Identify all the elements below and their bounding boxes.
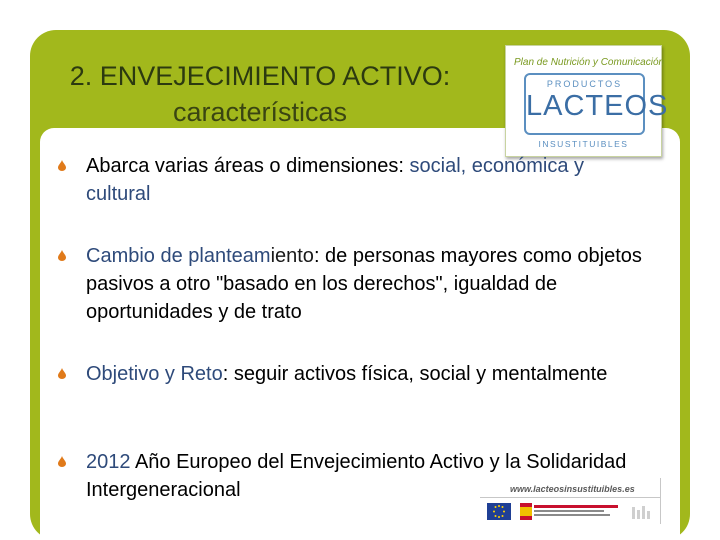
gobierno-espana-logo-icon [520, 503, 620, 520]
bullet-text-segment: 2012 [86, 451, 131, 473]
footer-divider [480, 497, 660, 498]
feder-logo-icon [630, 505, 654, 521]
bullet-text-segment: Objetivo y Reto [86, 363, 223, 385]
bullet-text-segment: iento [270, 245, 314, 267]
logo-lacteos-text: LACTEOS [526, 90, 669, 122]
title-line-1: 2. ENVEJECIMIENTO ACTIVO: [69, 61, 451, 91]
bullet-text [86, 448, 646, 504]
bullet-text-segment: Cambio de planteam [86, 245, 271, 267]
logo-plan-text: Plan de Nutrición y Comunicación [514, 57, 665, 68]
bullet-text [86, 360, 646, 388]
footer-url[interactable]: www.lacteosinsustituibles.es [510, 484, 635, 494]
logo-productos-text: PRODUCTOS [546, 79, 623, 89]
logo-insustituibles-text: INSUSTITUIBLES [538, 139, 629, 149]
bullet-text-segment: Abarca varias áreas o dimensiones: [86, 155, 410, 177]
productos-lacteos-logo [505, 45, 669, 157]
bullet-drop-icon [58, 368, 66, 379]
title-line-2: características [172, 97, 348, 127]
bullet-text [86, 242, 646, 326]
bullet-text-segment: social, económica y cultural [86, 155, 585, 205]
logo-box [524, 73, 669, 135]
bullet-drop-icon [58, 456, 66, 467]
bullet-drop-icon [58, 250, 66, 261]
bullet-text [86, 152, 646, 208]
slide-title [60, 58, 460, 130]
bullet-text-segment: : seguir activos física, social y mentalmente [222, 363, 608, 385]
footer-vertical-divider [660, 478, 661, 524]
eu-flag-icon [487, 503, 511, 520]
bullet-drop-icon [58, 160, 66, 171]
bullet-text-segment: : de personas mayores como objetos pasivos a otro "basado en los derechos", igualdad de oportunidades y de trato [86, 245, 642, 323]
bullet-text-segment: Año Europeo del Envejecimiento Activo y la Solidaridad Intergeneracional [86, 451, 627, 501]
